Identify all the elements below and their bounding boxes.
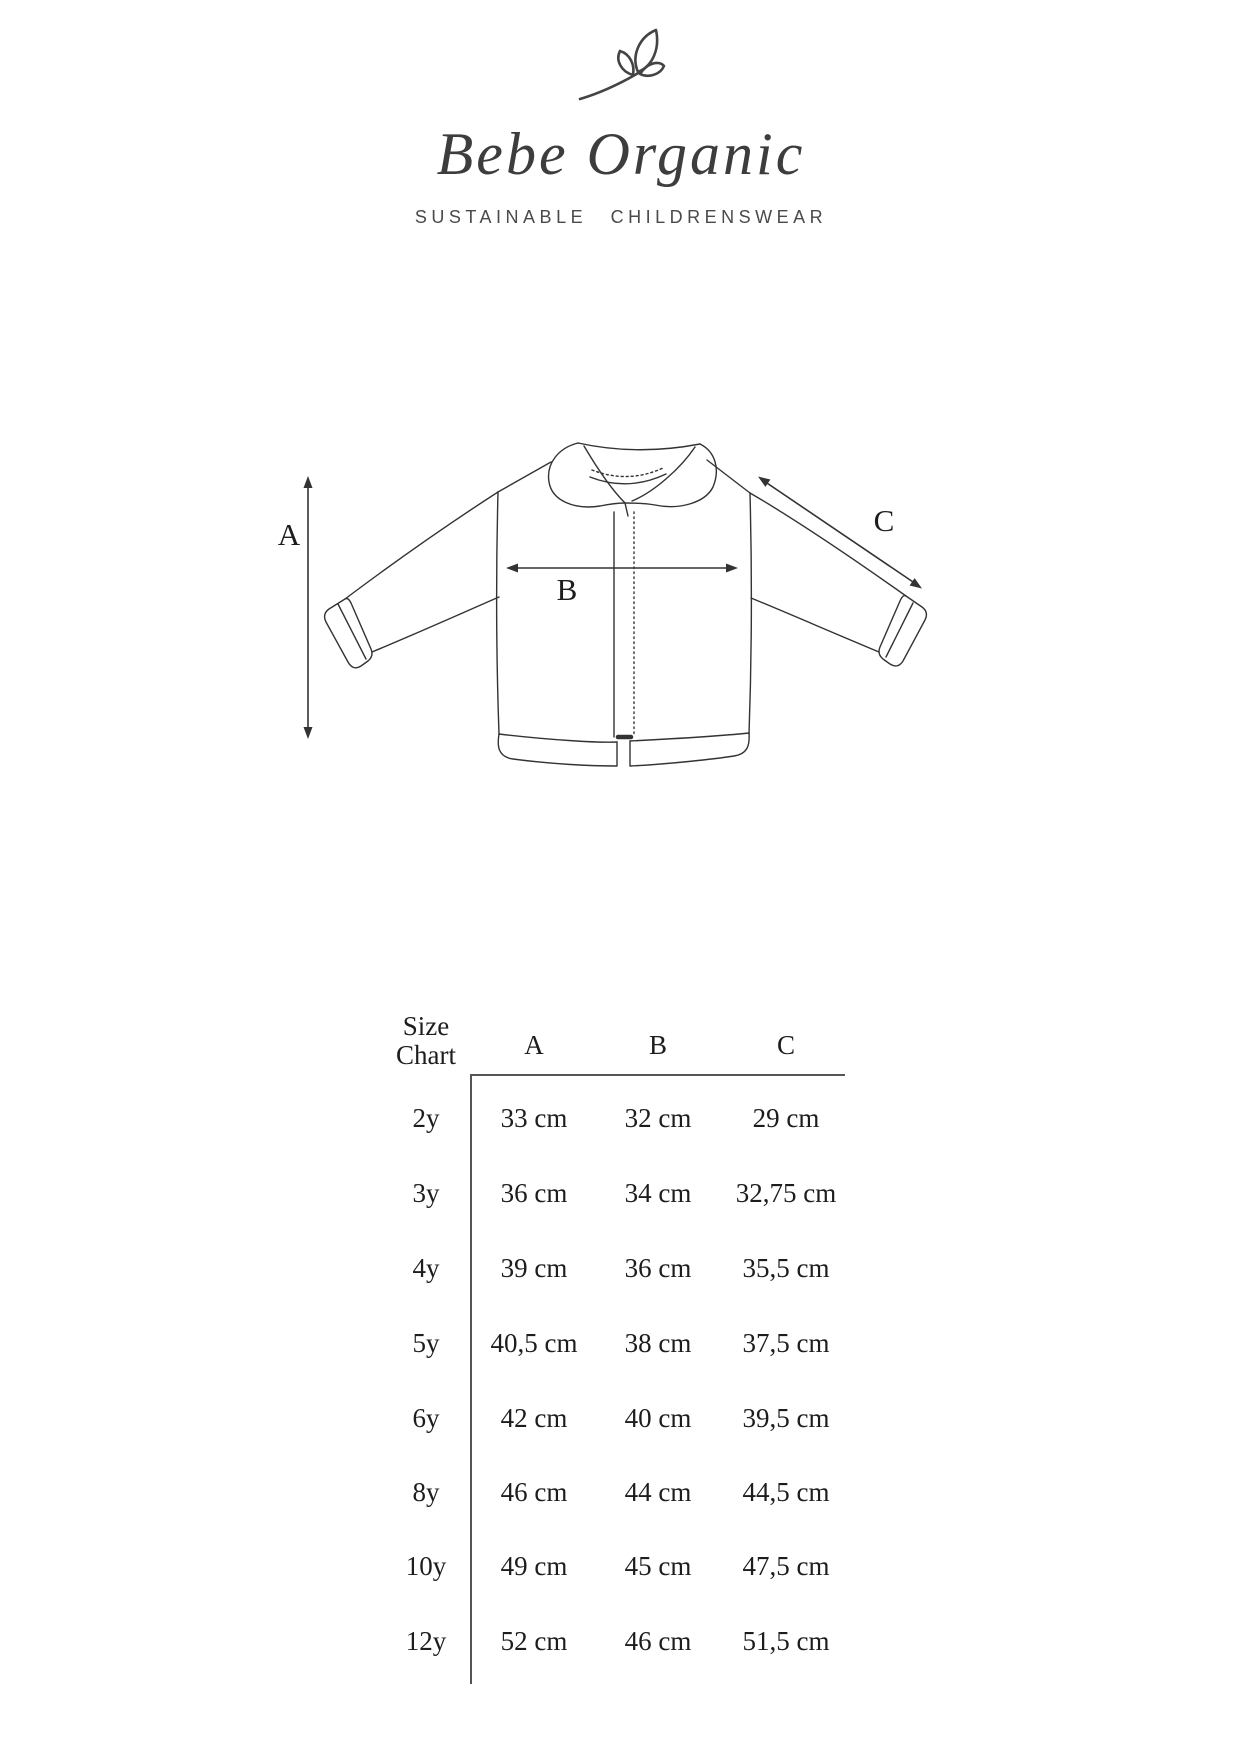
c-cell: 47,5 cm	[742, 1551, 830, 1581]
right-sleeve	[750, 493, 926, 666]
collar	[549, 443, 717, 516]
brand-tagline: SUSTAINABLE CHILDRENSWEAR	[414, 207, 828, 227]
b-cell: 36 cm	[624, 1253, 692, 1283]
measure-arrow-a	[304, 476, 313, 739]
size-cell: 8y	[412, 1477, 440, 1507]
label-a: A	[277, 517, 301, 552]
table-row	[0, 1475, 1241, 1509]
leaf-left	[618, 51, 633, 75]
size-cell: 3y	[412, 1178, 440, 1208]
label-b: B	[556, 572, 578, 607]
measure-arrow-b	[506, 564, 738, 573]
b-cell: 32 cm	[624, 1103, 692, 1133]
a-cell: 39 cm	[500, 1253, 568, 1283]
b-cell: 46 cm	[624, 1626, 692, 1656]
table-rule-horizontal	[470, 1074, 845, 1076]
branch-leaves-icon	[560, 15, 690, 115]
a-cell: 40,5 cm	[490, 1328, 578, 1358]
a-cell: 42 cm	[500, 1403, 568, 1433]
a-cell: 36 cm	[500, 1178, 568, 1208]
b-cell: 34 cm	[624, 1178, 692, 1208]
a-cell: 52 cm	[500, 1626, 568, 1656]
c-cell: 35,5 cm	[742, 1253, 830, 1283]
size-cell: 12y	[405, 1626, 447, 1656]
size-chart-title: Size Chart	[396, 1011, 456, 1070]
jacket-measurement-diagram	[240, 380, 960, 780]
c-cell: 29 cm	[752, 1103, 820, 1133]
hem-band	[498, 733, 749, 766]
front-placket	[614, 512, 634, 737]
b-cell: 38 cm	[624, 1328, 692, 1358]
table-row	[0, 1251, 1241, 1285]
table-row	[0, 1401, 1241, 1435]
a-cell: 33 cm	[500, 1103, 568, 1133]
b-cell: 45 cm	[624, 1551, 692, 1581]
table-row	[0, 1326, 1241, 1360]
b-cell: 44 cm	[624, 1477, 692, 1507]
measure-arrow-c	[758, 477, 922, 589]
c-cell: 37,5 cm	[742, 1328, 830, 1358]
table-row	[0, 1549, 1241, 1583]
table-rule-vertical	[470, 1074, 472, 1684]
c-cell: 44,5 cm	[742, 1477, 830, 1507]
size-cell: 6y	[412, 1403, 440, 1433]
left-sleeve	[325, 492, 499, 668]
label-c: C	[873, 503, 895, 538]
a-cell: 49 cm	[500, 1551, 568, 1581]
c-cell: 39,5 cm	[742, 1403, 830, 1433]
b-cell: 40 cm	[624, 1403, 692, 1433]
table-row	[0, 1624, 1241, 1658]
c-cell: 51,5 cm	[742, 1626, 830, 1656]
a-cell: 46 cm	[500, 1477, 568, 1507]
column-header-b: B	[648, 1030, 667, 1060]
column-header-a: A	[524, 1030, 544, 1060]
size-cell: 5y	[412, 1328, 440, 1358]
brand-name: Bebe Organic	[436, 121, 806, 187]
size-cell: 2y	[412, 1103, 440, 1133]
leaf-right	[640, 63, 664, 76]
c-cell: 32,75 cm	[735, 1178, 837, 1208]
column-header-c: C	[776, 1030, 795, 1060]
size-cell: 4y	[412, 1253, 440, 1283]
branch-stem	[580, 72, 640, 99]
table-row	[0, 1101, 1241, 1135]
size-cell: 10y	[405, 1551, 447, 1581]
table-row	[0, 1176, 1241, 1210]
